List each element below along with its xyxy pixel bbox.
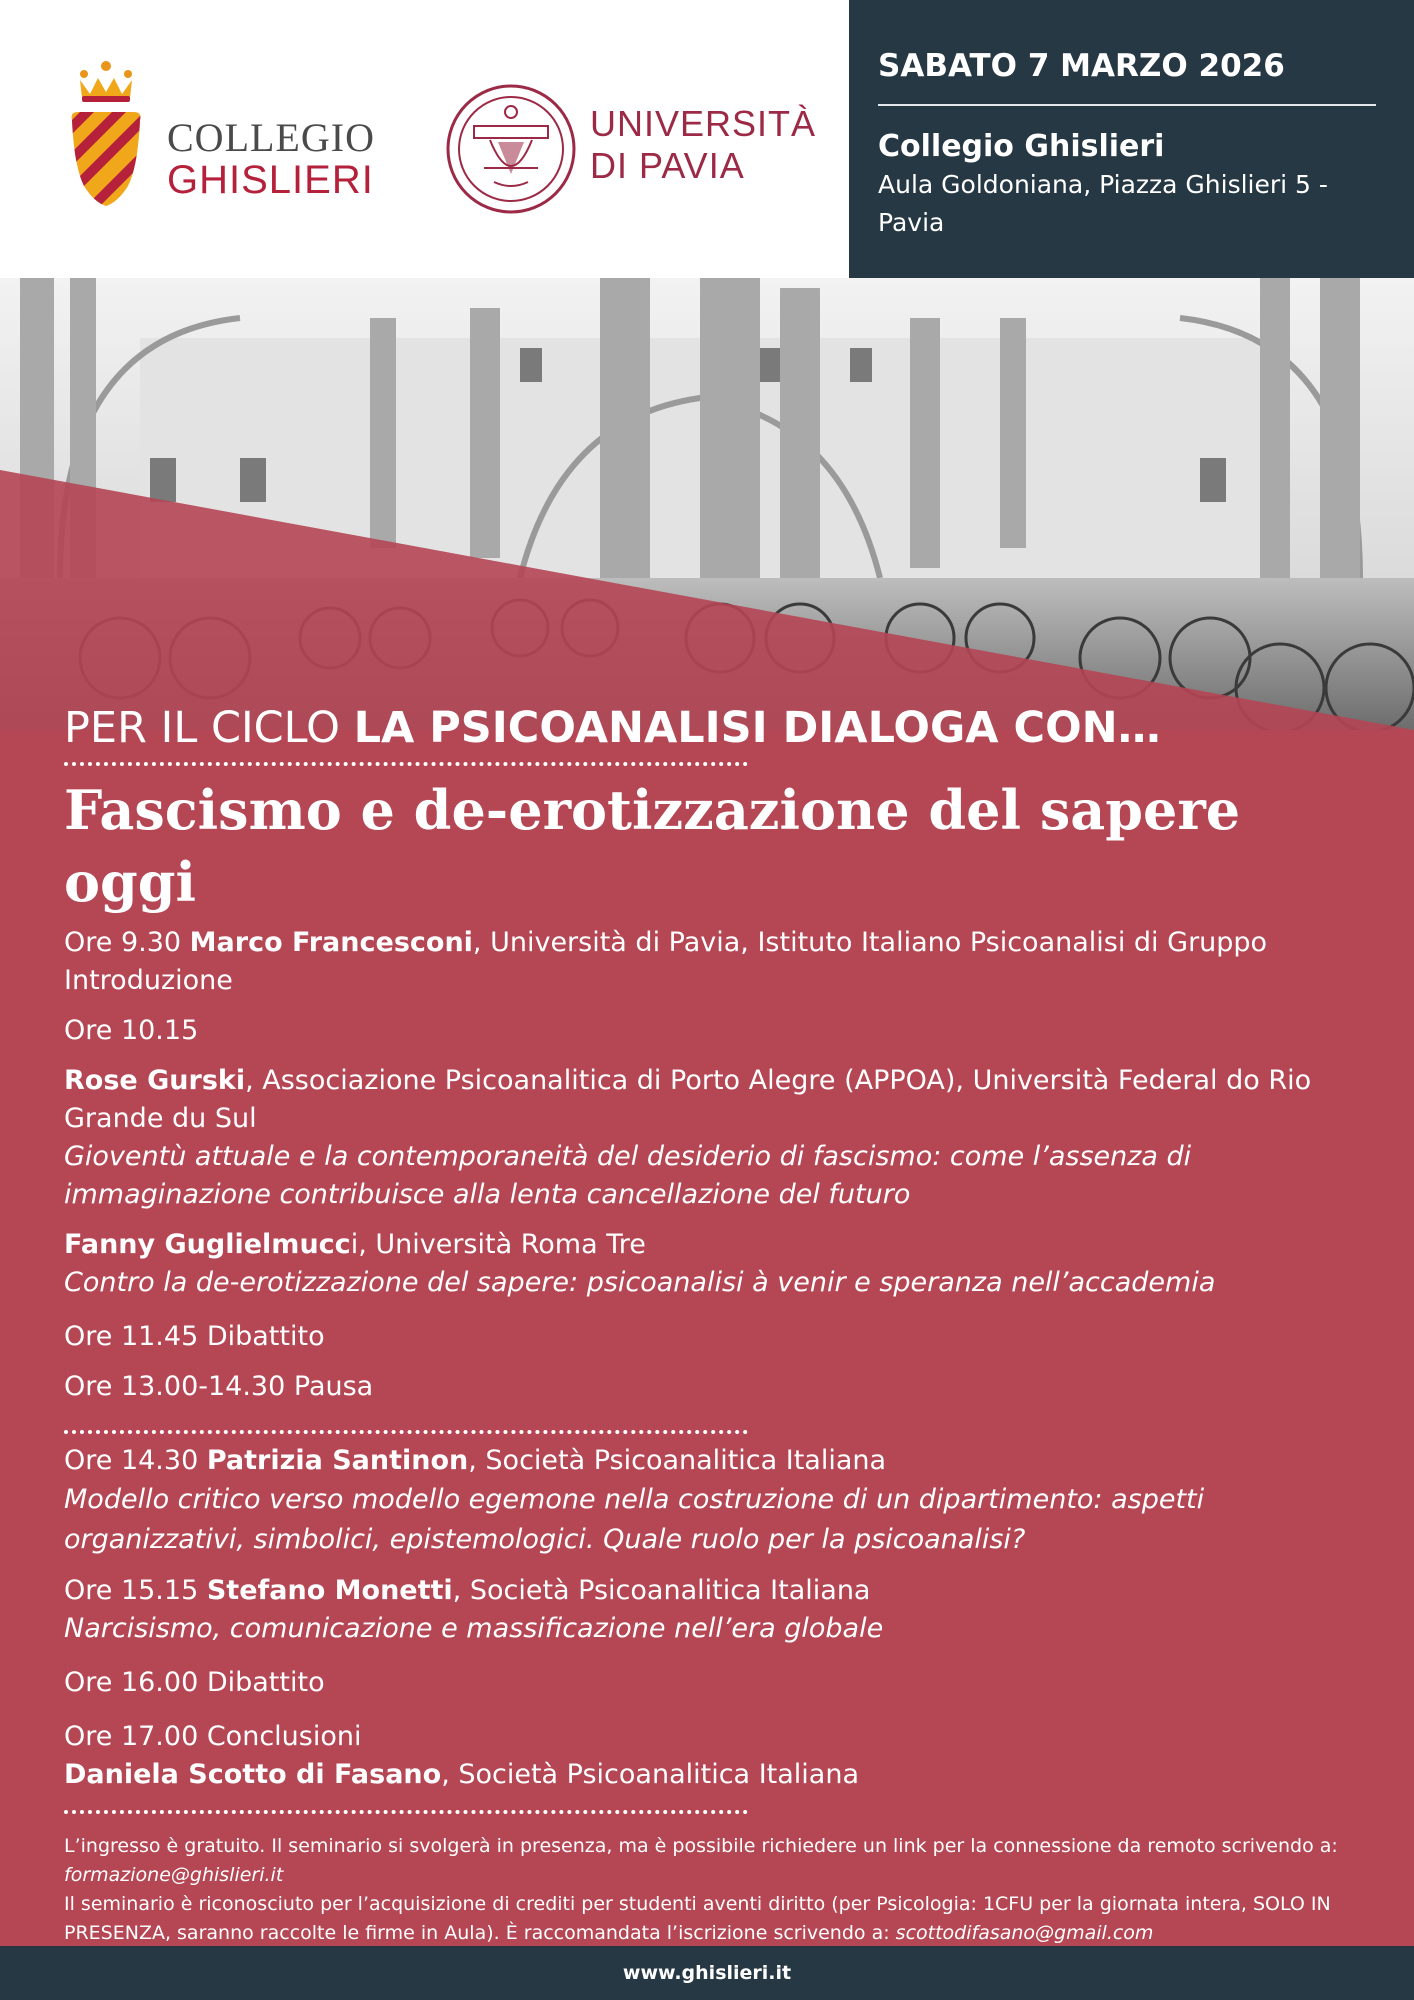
footer-bar — [0, 1946, 1414, 2000]
dotted-divider — [64, 1430, 748, 1434]
program-item-s1 — [64, 924, 1364, 962]
notes-credits-text: Il seminario è riconosciuto per l’acquisizione di crediti per studenti aventi diritto (per Psicologia: 1CFU per la giornata intera, SOLO IN PRESENZA, saranno raccolte le firme in Aula). È raccomandata l’iscrizione scrivendo a: — [64, 1893, 1331, 1944]
collegio-ghislieri-logo — [64, 60, 375, 220]
program-item-s2: Ore 10.15 — [64, 1015, 199, 1046]
speaker-name: Fanny Guglielmucc — [64, 1229, 351, 1260]
contact-email-scotto[interactable]: scottodifasano@gmail.com — [895, 1922, 1154, 1944]
program-item-s7 — [64, 1442, 1364, 1480]
event-info-box — [849, 0, 1414, 278]
event-venue: Collegio Ghislieri — [878, 129, 1165, 164]
speaker-affiliation: , Società Psicoanalitica Italiana — [452, 1575, 871, 1606]
pavia-wordmark-universita: UNIVERSITÀ — [590, 103, 817, 144]
university-seal-icon — [444, 82, 578, 216]
speaker-name: Stefano Monetti — [206, 1575, 453, 1606]
program-item-s10: Ore 17.00 Conclusioni — [64, 1721, 362, 1752]
dotted-divider — [64, 1810, 748, 1814]
speaker-affiliation: , Università di Pavia, Istituto Italiano Psicoanalisi di Gruppo — [472, 927, 1268, 958]
speaker-affiliation: , Società Psicoanalitica Italiana — [441, 1759, 859, 1790]
speaker-name: Daniela Scotto di Fasano — [64, 1759, 442, 1790]
series-prefix: PER IL CICLO — [64, 703, 340, 753]
speaker-affiliation: i, Università Roma Tre — [350, 1229, 646, 1260]
cloister-photo — [0, 278, 1414, 730]
contact-email-formazione[interactable]: formazione@ghislieri.it — [64, 1864, 284, 1886]
website-link[interactable]: www.ghislieri.it — [622, 1962, 792, 1984]
time: Ore 9.30 — [64, 927, 182, 958]
series-name: LA PSICOANALISI DIALOGA CON… — [353, 703, 1161, 753]
series-heading — [64, 700, 1364, 756]
speaker-affiliation: , Società Psicoanalitica Italiana — [468, 1445, 887, 1476]
universita-di-pavia-logo — [444, 82, 817, 216]
program-item-s9: Ore 16.00 Dibattito — [64, 1667, 325, 1698]
event-title: Fascismo e de-erotizzazione del sapere oggi — [64, 778, 1241, 914]
shield-icon — [66, 106, 146, 210]
talk-title: Contro la de-erotizzazione del sapere: psicoanalisi à venir e speranza nell’accademia — [64, 1267, 1216, 1298]
speaker-name: Rose Gurski — [64, 1065, 246, 1096]
practical-notes — [64, 1832, 1364, 1948]
program-content — [64, 700, 1364, 1948]
event-date: SABATO 7 MARZO 2026 — [878, 48, 1285, 84]
event-address: Aula Goldoniana, Piazza Ghislieri 5 - Pavia — [878, 170, 1328, 237]
divider — [878, 104, 1376, 106]
program-item-s5: Ore 11.45 Dibattito — [64, 1321, 325, 1352]
dotted-divider — [64, 762, 748, 766]
program-item-s6: Ore 13.00-14.30 Pausa — [64, 1371, 374, 1402]
speaker-name: Patrizia Santinon — [206, 1445, 469, 1476]
crown-icon — [76, 60, 136, 104]
time: Ore 15.15 — [64, 1575, 199, 1606]
speaker-affiliation: , Associazione Psicoanalitica di Porto Alegre (APPOA), Università Federal do Rio Grande du Sul — [64, 1065, 1312, 1134]
time: Ore 14.30 — [64, 1445, 199, 1476]
notes-attendance: L’ingresso è gratuito. Il seminario si svolgerà in presenza, ma è possibile richiedere un link per la connessione da remoto scrivendo a: — [64, 1835, 1338, 1857]
header — [0, 0, 1414, 278]
ghislieri-wordmark-collegio: COLLEGIO — [167, 115, 375, 160]
talk-label: Introduzione — [64, 965, 233, 996]
speaker-name: Marco Francesconi — [189, 927, 473, 958]
program-item-s3 — [64, 1062, 1364, 1138]
talk-title: Modello critico verso modello egemone nella costruzione di un dipartimento: aspetti organizzativi, simbolici, epistemologici. Quale ruolo per la psicoanalisi? — [64, 1484, 1205, 1555]
notes-credits — [64, 1890, 1364, 1948]
pavia-wordmark-di-pavia: DI PAVIA — [590, 145, 745, 186]
program-item-s4 — [64, 1226, 1364, 1264]
talk-title: Gioventù attuale e la contemporaneità del desiderio di fascismo: come l’assenza di immaginazione contribuisce alla lenta cancellazione del futuro — [64, 1141, 1192, 1210]
program-item-s8 — [64, 1572, 1364, 1610]
talk-title: Narcisismo, comunicazione e massificazione nell’era globale — [64, 1613, 884, 1644]
ghislieri-wordmark-ghislieri: GHISLIERI — [167, 158, 374, 202]
closing-speaker — [64, 1756, 1364, 1794]
